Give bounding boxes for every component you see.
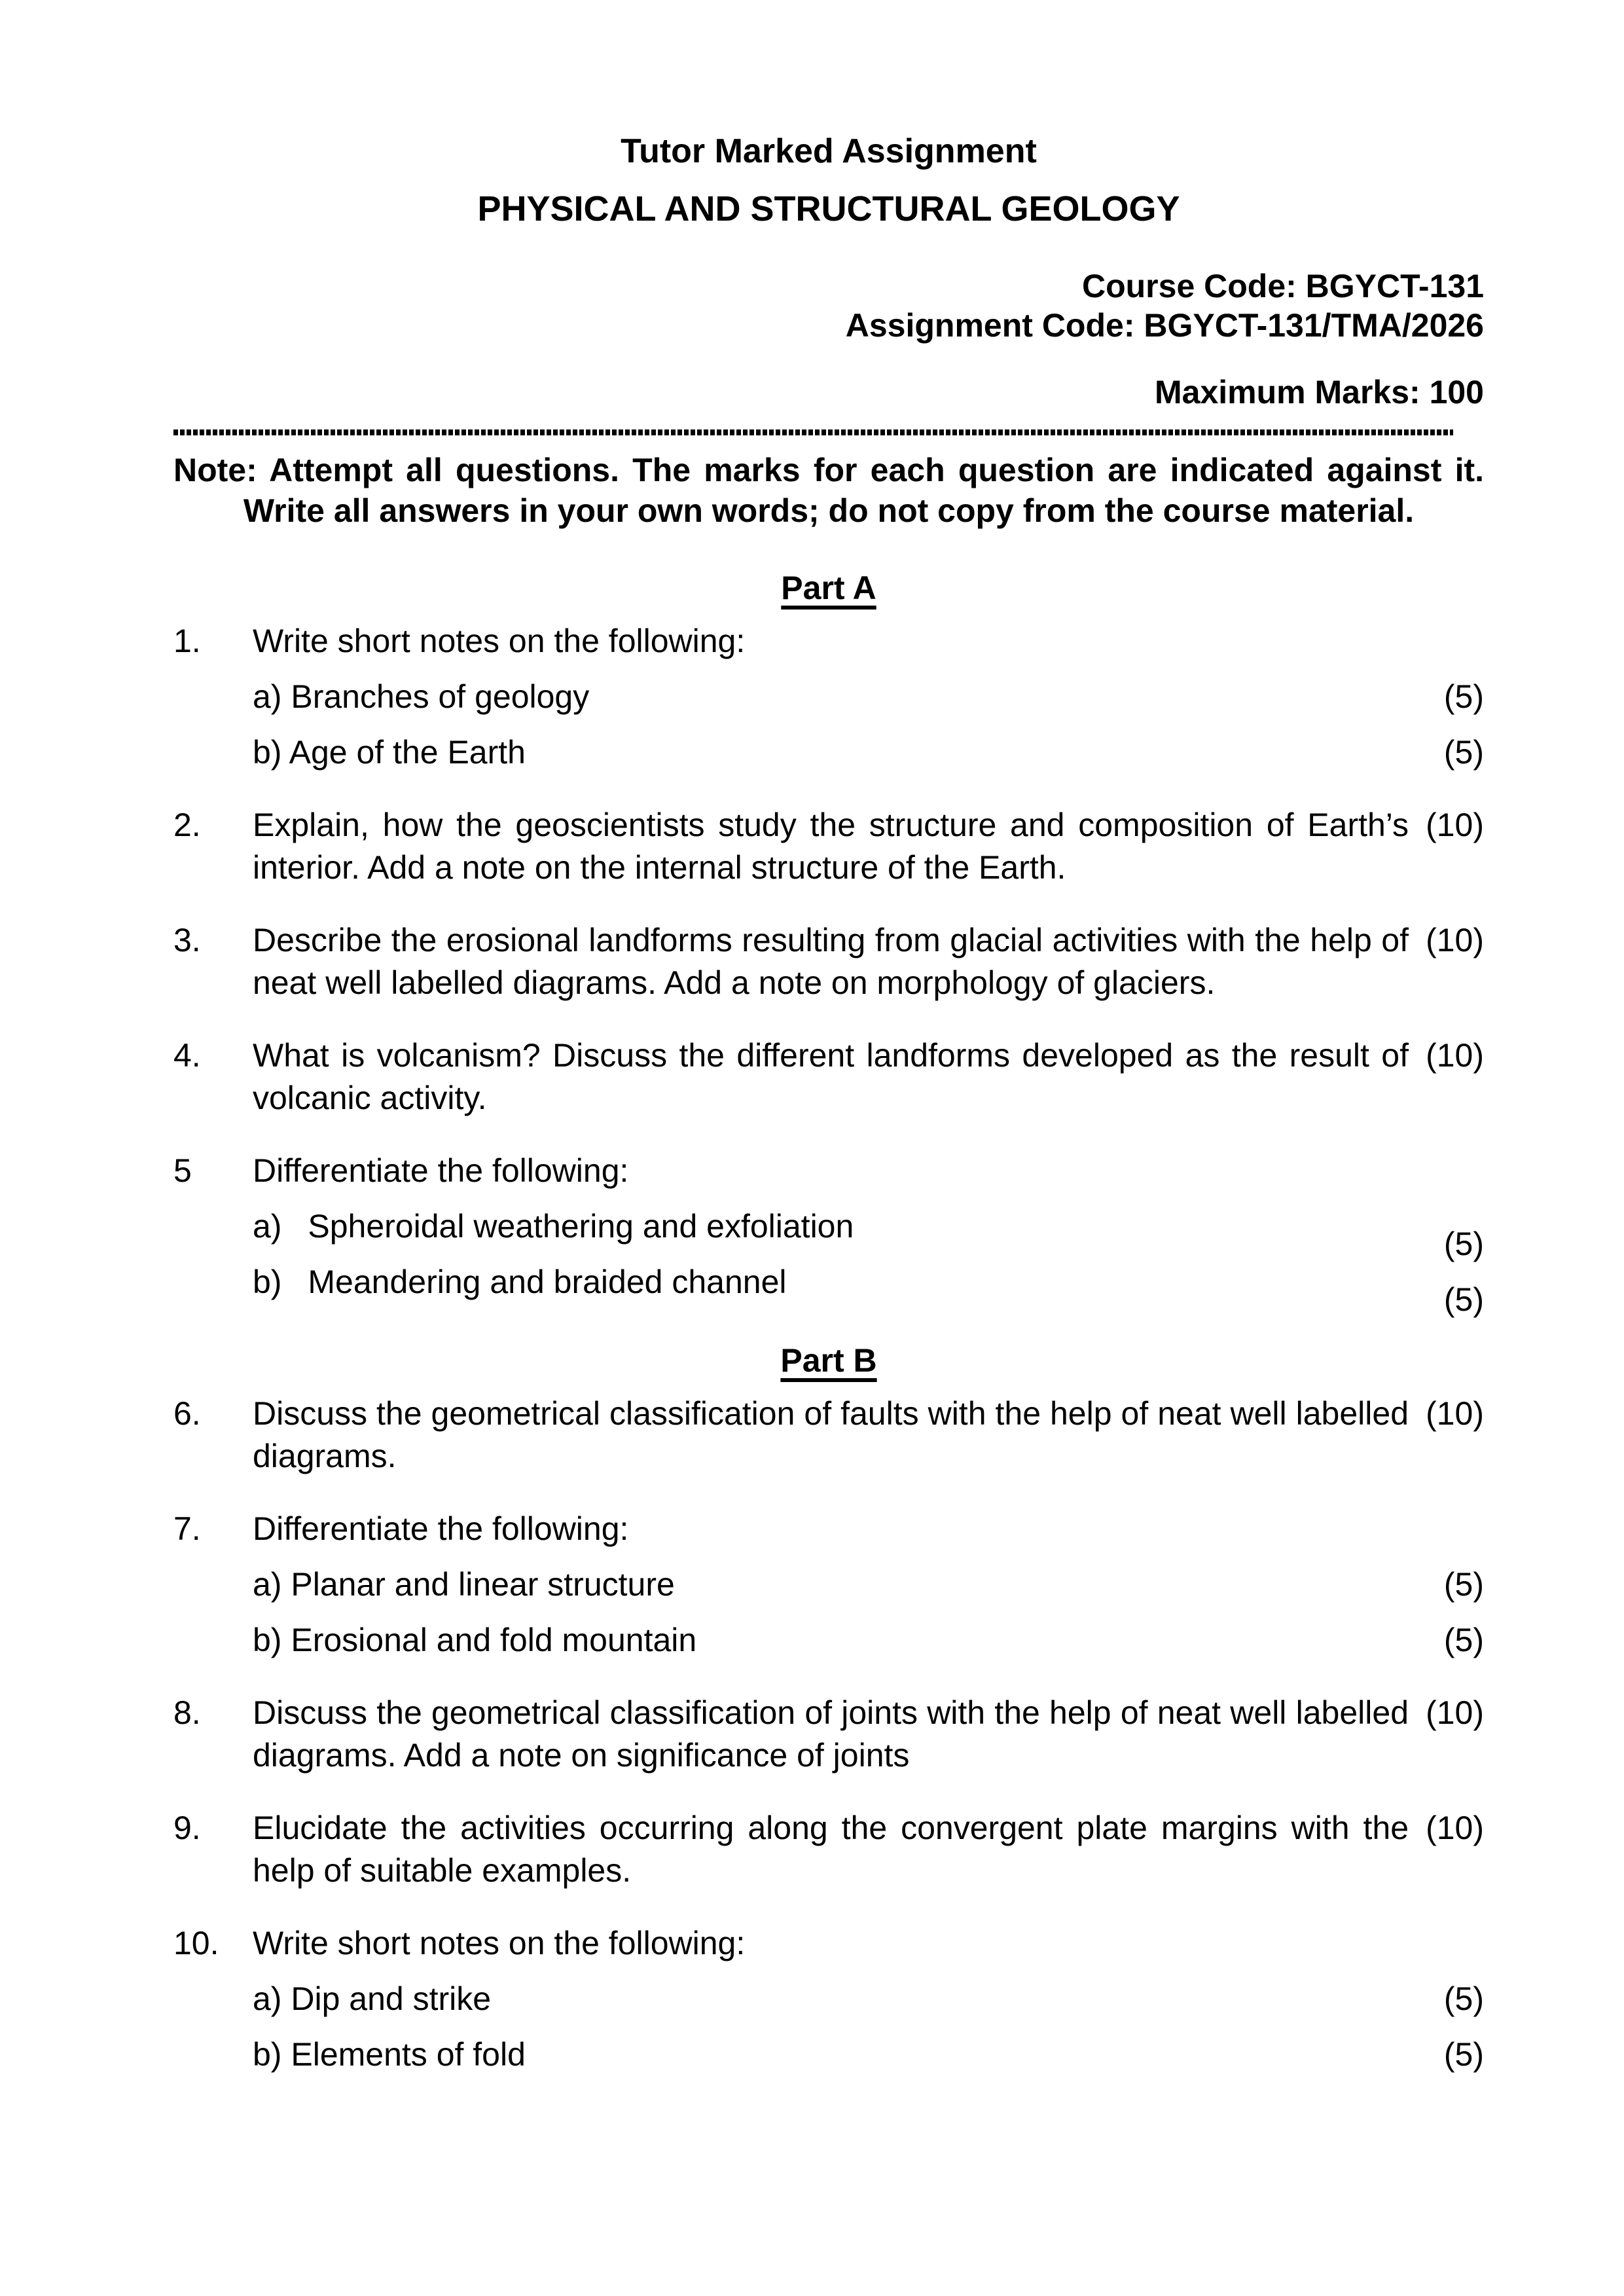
dashed-divider: [173, 429, 1453, 435]
question-3-number: 3.: [173, 922, 201, 958]
note-line-2: Write all answers in your own words; do not copy from the course material.: [243, 492, 1415, 529]
question-4-marks: (10): [1426, 1037, 1484, 1074]
question-7-item-a-marks: (5): [1443, 1566, 1484, 1603]
question-5-item-b-marks: (5): [1443, 1281, 1484, 1318]
question-7: [173, 1508, 1484, 1550]
question-5-number: 5: [173, 1152, 192, 1189]
question-1-item-a-text: Branches of geology: [291, 678, 590, 715]
question-7-item-b-text: Erosional and fold mountain: [291, 1622, 697, 1658]
part-b-section: [173, 1340, 1484, 2076]
note-block: [173, 450, 1484, 531]
question-5-item-b-text: Meandering and braided channel: [308, 1264, 787, 1300]
question-8-text: Discuss the geometrical classification of joints with the help of neat well labelled diagrams. Add a note on significance of joints: [253, 1694, 1409, 1774]
question-5-item-a: [253, 1205, 1484, 1262]
maximum-marks: Maximum Marks: 100: [1154, 374, 1484, 410]
question-6-text: Discuss the geometrical classification of faults with the help of neat well labelled diagrams.: [253, 1395, 1409, 1474]
question-3-marks: (10): [1426, 922, 1484, 958]
course-title: PHYSICAL AND STRUCTURAL GEOLOGY: [477, 189, 1180, 228]
question-2-marks: (10): [1426, 807, 1484, 843]
question-4-number: 4.: [173, 1037, 201, 1074]
question-2-text: Explain, how the geoscientists study the structure and composition of Earth’s interior. Add a note on the internal structure of the Earth.: [253, 807, 1409, 886]
question-4: [173, 1034, 1484, 1120]
question-7-number: 7.: [173, 1510, 201, 1547]
question-10: [173, 1922, 1484, 1965]
assignment-code: Assignment Code: BGYCT-131/TMA/2026: [845, 307, 1484, 344]
question-10-item-a-label: a): [253, 1980, 282, 2017]
question-9-text: Elucidate the activities occurring along the convergent plate margins with the help of suitable examples.: [253, 1810, 1409, 1889]
question-7-item-b-marks: (5): [1443, 1622, 1484, 1658]
question-2-number: 2.: [173, 807, 201, 843]
question-10-text: Write short notes on the following:: [253, 1925, 746, 1961]
question-5: [173, 1150, 1484, 1192]
question-7-item-a-text: Planar and linear structure: [291, 1566, 675, 1603]
question-1-item-a-label: a): [253, 678, 282, 715]
question-10-number: 10.: [173, 1925, 219, 1961]
question-9: [173, 1807, 1484, 1892]
question-5-item-a-label: a): [253, 1208, 282, 1245]
question-5-item-a-text: Spheroidal weathering and exfoliation: [308, 1208, 854, 1245]
question-9-marks: (10): [1426, 1810, 1484, 1846]
question-1: [173, 620, 1484, 663]
question-10-item-a: [253, 1978, 1484, 2020]
question-10-item-b: [253, 2033, 1484, 2076]
question-7-item-b-label: b): [253, 1622, 282, 1658]
question-1-item-a: [253, 676, 1484, 718]
question-6: [173, 1393, 1484, 1478]
question-5-item-b-label: b): [253, 1264, 282, 1300]
question-2: [173, 804, 1484, 889]
question-1-item-b-marks: (5): [1443, 734, 1484, 771]
question-10-item-b-marks: (5): [1443, 2036, 1484, 2073]
question-4-text: What is volcanism? Discuss the different landforms developed as the result of volcanic activity.: [253, 1037, 1409, 1116]
question-7-item-b: [253, 1619, 1484, 1662]
question-10-item-a-text: Dip and strike: [291, 1980, 492, 2017]
question-9-number: 9.: [173, 1810, 201, 1846]
question-1-item-b-text: Age of the Earth: [289, 734, 526, 771]
question-1-item-b: [253, 731, 1484, 774]
question-1-text: Write short notes on the following:: [253, 623, 746, 659]
part-a-section: [173, 568, 1484, 1318]
part-b-heading: Part B: [780, 1342, 877, 1379]
question-10-item-b-text: Elements of fold: [291, 2036, 526, 2073]
course-code: Course Code: BGYCT-131: [1081, 268, 1484, 304]
question-10-item-b-label: b): [253, 2036, 282, 2073]
question-3-text: Describe the erosional landforms resulting from glacial activities with the help of neat well labelled diagrams. Add a note on morphology of glaciers.: [253, 922, 1409, 1001]
question-3: [173, 919, 1484, 1004]
question-7-item-a-label: a): [253, 1566, 282, 1603]
question-1-item-a-marks: (5): [1443, 678, 1484, 715]
question-7-text: Differentiate the following:: [253, 1510, 629, 1547]
note-line-1: Note: Attempt all questions. The marks for each question are indicated against it.: [173, 452, 1484, 488]
part-a-heading: Part A: [781, 570, 876, 606]
question-8-marks: (10): [1426, 1694, 1484, 1731]
question-5-item-a-marks: (5): [1443, 1226, 1484, 1262]
question-7-item-a: [253, 1563, 1484, 1606]
question-10-item-a-marks: (5): [1443, 1980, 1484, 2017]
question-8: [173, 1692, 1484, 1777]
question-8-number: 8.: [173, 1694, 201, 1731]
question-1-number: 1.: [173, 623, 201, 659]
document-title: Tutor Marked Assignment: [621, 132, 1037, 170]
question-6-number: 6.: [173, 1395, 201, 1432]
course-meta-block: [173, 266, 1484, 345]
question-5-item-b: [253, 1261, 1484, 1318]
question-5-text: Differentiate the following:: [253, 1152, 629, 1189]
question-6-marks: (10): [1426, 1395, 1484, 1432]
question-1-item-b-label: b): [253, 734, 282, 771]
